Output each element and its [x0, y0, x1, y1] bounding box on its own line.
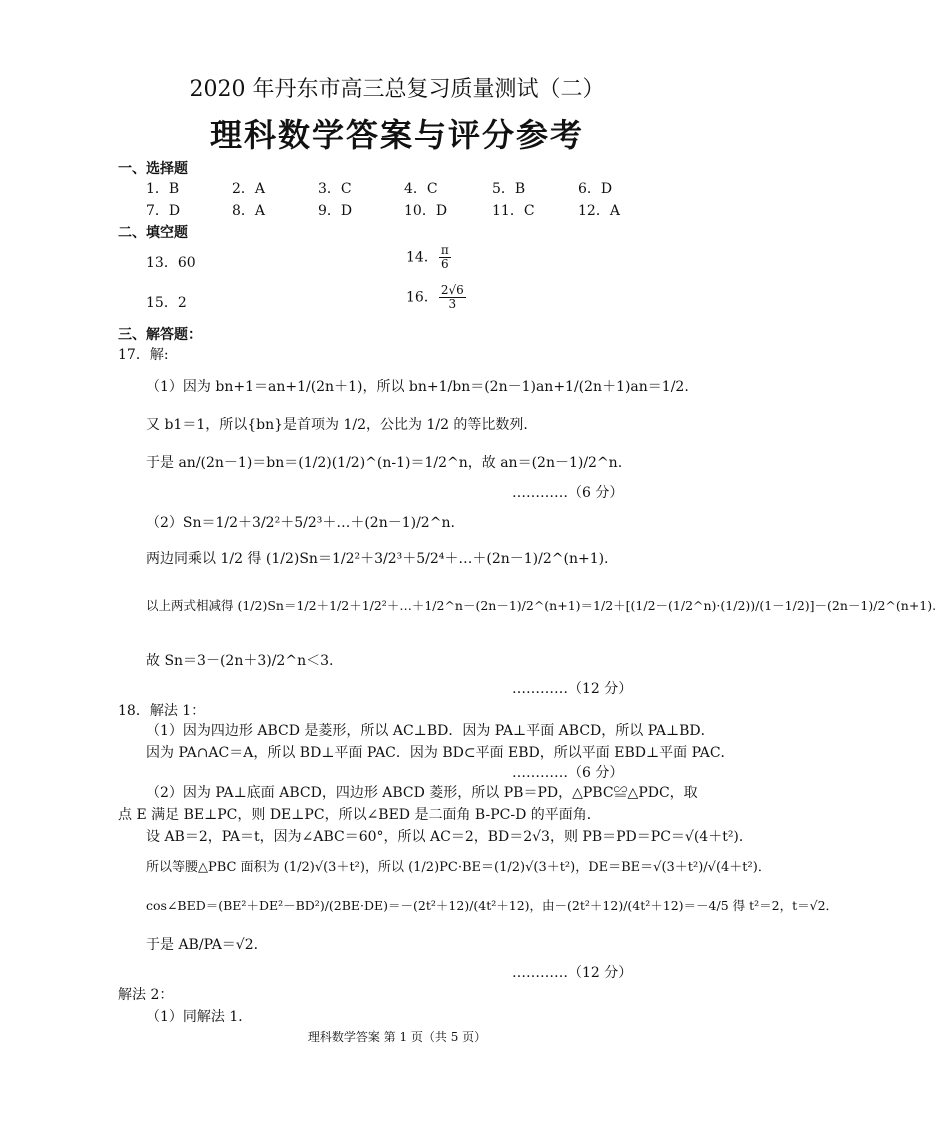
answer: 3．C [318, 181, 352, 197]
q18-line: 所以等腰△PBC 面积为 (1/2)√(3＋t²)，所以 (1/2)PC·BE＝(1/2)√(3＋t²)，DE＝BE＝√(3＋t²)/√(4＋t²)． [146, 860, 771, 875]
page-subtitle: 理科数学答案与评分参考 [209, 116, 584, 154]
q17-line: 以上两式相减得 (1/2)Sn＝1/2＋1/2＋1/2²＋…＋1/2^n－(2n－1)/2^(n+1)＝1/2＋[(1/2－(1/2^n)·(1/2))/(1－1/2)]－(2n－1)/2^(n+1). [146, 598, 936, 613]
answer: 1．B [146, 181, 180, 197]
q17-line: 于是 an/(2n－1)＝bn＝(1/2)(1/2)^(n-1)＝1/2^n，故 an＝(2n－1)/2^n. [146, 455, 623, 471]
answer: 8．A [232, 203, 266, 219]
answer: 7．D [146, 203, 181, 219]
q18-line: （1）因为四边形 ABCD 是菱形，所以 AC⊥BD．因为 PA⊥平面 ABCD，所以 PA⊥BD． [146, 723, 715, 739]
fill-answer-13: 13．60 [146, 255, 196, 271]
score-mark: …………（12 分） [512, 681, 633, 697]
score-mark: …………（6 分） [512, 485, 624, 501]
answer: 4．C [404, 181, 438, 197]
q18-line: 点 E 满足 BE⊥PC，则 DE⊥PC，所以∠BED 是二面角 B-PC-D 的平面角． [118, 807, 601, 823]
q18-line: （1）同解法 1． [146, 1009, 253, 1025]
q18-line: （2）因为 PA⊥底面 ABCD，四边形 ABCD 菱形，所以 PB＝PD，△PBC≌△PDC，取 [146, 785, 698, 801]
answer: 6．D [578, 181, 613, 197]
q18-line: cos∠BED＝(BE²＋DE²－BD²)/(2BE·DE)＝－(2t²＋12)/(4t²＋12)，由－(2t²＋12)/(4t²＋12)＝－4/5 得 t²＝2，t＝√2． [146, 898, 839, 913]
page-footer: 理科数学答案 第 1 页（共 5 页） [307, 1030, 487, 1044]
fill-answer-15: 15．2 [146, 295, 187, 311]
q17-line: 又 b1＝1，所以{bn}是首项为 1/2，公比为 1/2 的等比数列. [146, 417, 528, 433]
section-solve: 三、解答题： [118, 327, 202, 343]
answer: 2．A [232, 181, 266, 197]
q17-line: 故 Sn＝3－(2n＋3)/2^n＜3. [146, 653, 334, 669]
fill-answer-16: 16． $\frac{2√6}{3}$ [406, 283, 464, 312]
q18-heading: 18．解法 1： [118, 703, 206, 719]
fraction: $\frac{2√6}{3}$ [440, 283, 464, 312]
answer: 5．B [492, 181, 526, 197]
fill-answer-14: 14． $\frac{\pi}{6}$ [406, 243, 449, 272]
q18-alt-heading: 解法 2： [118, 987, 174, 1003]
q18-line: 设 AB＝2，PA＝t，因为∠ABC＝60°，所以 AC＝2，BD＝2√3，则 PB＝PD＝PC＝√(4＋t²)． [146, 829, 753, 845]
q17-line: （2）Sn＝1/2＋3/2²＋5/2³＋…＋(2n－1)/2^n. [146, 515, 455, 531]
answer: 11．C [492, 203, 535, 219]
section-choice: 一、选择题 [118, 161, 188, 177]
q17-heading: 17．解: [118, 347, 169, 363]
q18-line: 于是 AB/PA＝√2． [146, 937, 268, 953]
q18-line: 因为 PA∩AC＝A，所以 BD⊥平面 PAC．因为 BD⊂平面 EBD，所以平面 EBD⊥平面 PAC． [146, 745, 735, 761]
q17-line: 两边同乘以 1/2 得 (1/2)Sn＝1/2²＋3/2³＋5/2⁴＋…＋(2n－1)/2^(n+1). [146, 551, 609, 567]
page-title: 2020 年丹东市高三总复习质量测试（二） [189, 77, 605, 102]
fraction: $\frac{\pi}{6}$ [440, 243, 449, 272]
score-mark: …………（6 分） [512, 765, 624, 781]
answer: 9．D [318, 203, 353, 219]
section-fill: 二、填空题 [118, 225, 188, 241]
answer: 10．D [404, 203, 448, 219]
score-mark: …………（12 分） [512, 965, 633, 981]
q17-line: （1）因为 bn+1＝an+1/(2n＋1)，所以 bn+1/bn＝(2n－1)an+1/(2n＋1)an＝1/2. [146, 379, 689, 395]
answer: 12．A [578, 203, 620, 219]
